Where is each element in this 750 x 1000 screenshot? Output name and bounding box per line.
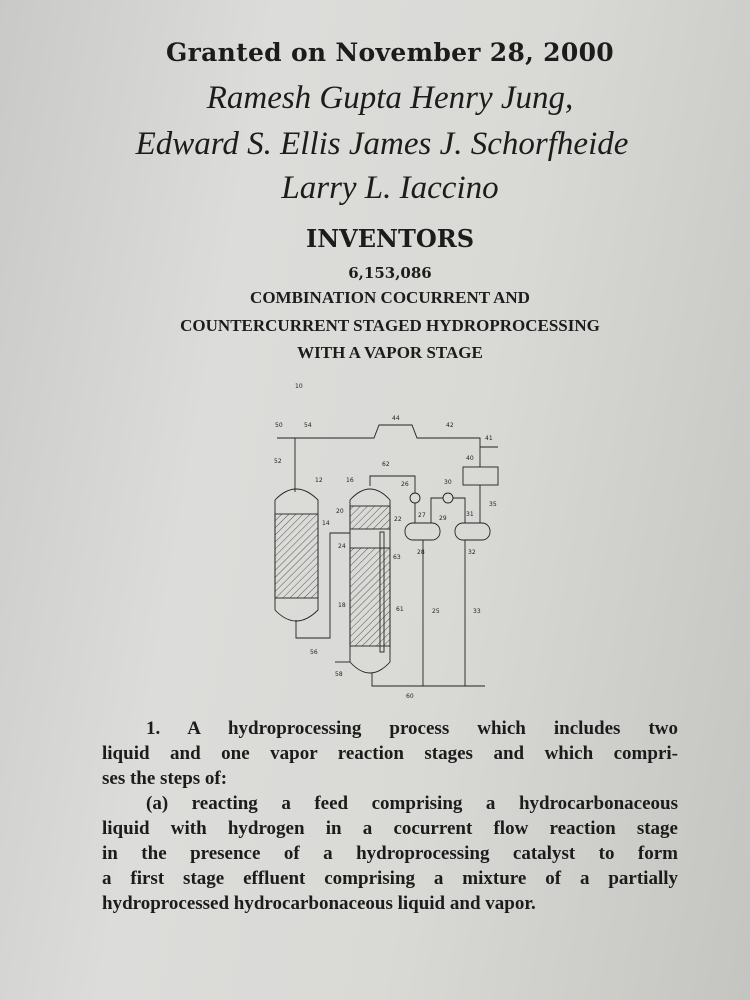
svg-text:54: 54 (304, 422, 312, 429)
svg-text:60: 60 (406, 693, 414, 700)
svg-text:18: 18 (338, 602, 346, 609)
svg-text:22: 22 (394, 516, 402, 523)
inventors-label: INVENTORS (305, 224, 475, 253)
claim-line: 1. A hydroprocessing process which includes two (146, 718, 678, 739)
svg-text:50: 50 (275, 422, 283, 429)
patent-title-line-2: COUNTERCURRENT STAGED HYDROPROCESSING (180, 316, 600, 335)
inventor-names-line-1: Ramesh Gupta Henry Jung, (206, 80, 574, 116)
catalyst-bed-14 (275, 514, 318, 598)
svg-text:14: 14 (322, 520, 330, 527)
svg-text:16: 16 (346, 477, 354, 484)
svg-text:32: 32 (468, 549, 476, 556)
svg-text:35: 35 (489, 501, 497, 508)
svg-text:31: 31 (466, 511, 474, 518)
svg-text:30: 30 (444, 479, 452, 486)
claim-line: a first stage effluent comprising a mixture of a partially (102, 868, 678, 889)
process-flow-diagram (260, 380, 520, 700)
claim-line: liquid and one vapor reaction stages and which compri- (102, 743, 678, 764)
svg-text:27: 27 (418, 512, 426, 519)
catalyst-bed-20 (350, 506, 390, 529)
claim-line: hydroprocessed hydrocarbonaceous liquid and vapor. (102, 893, 536, 914)
svg-text:58: 58 (335, 671, 343, 678)
patent-title-line-3: WITH A VAPOR STAGE (297, 343, 483, 362)
claim-line: in the presence of a hydroprocessing catalyst to form (102, 843, 678, 864)
patent-title-line-1: COMBINATION COCURRENT AND (250, 288, 530, 307)
svg-text:25: 25 (432, 608, 440, 615)
inventor-names-line-3: Larry L. Iaccino (281, 170, 499, 206)
claim-line: ses the steps of: (102, 768, 228, 789)
claim-text (102, 716, 678, 916)
svg-text:52: 52 (274, 458, 282, 465)
svg-text:62: 62 (382, 461, 390, 468)
heat-exchanger-30 (443, 493, 453, 503)
patent-number: 6,153,086 (348, 264, 432, 282)
svg-text:12: 12 (315, 477, 323, 484)
separator-drum-32 (455, 523, 490, 540)
svg-text:29: 29 (439, 515, 447, 522)
svg-text:63: 63 (393, 554, 401, 561)
inventor-names-line-2: Edward S. Ellis James J. Schorfheide (135, 126, 629, 162)
box-40 (463, 467, 498, 485)
svg-text:26: 26 (401, 481, 409, 488)
grant-date-heading: Granted on November 28, 2000 (166, 38, 614, 67)
svg-text:28: 28 (417, 549, 425, 556)
claim-line: (a) reacting a feed comprising a hydrocarbonaceous (146, 793, 678, 814)
svg-text:41: 41 (485, 435, 493, 442)
svg-text:40: 40 (466, 455, 474, 462)
separator-drum-28 (405, 523, 440, 540)
svg-text:24: 24 (338, 543, 346, 550)
svg-text:44: 44 (392, 415, 400, 422)
svg-text:61: 61 (396, 606, 404, 613)
svg-text:10: 10 (295, 383, 303, 390)
svg-text:56: 56 (310, 649, 318, 656)
claim-line: liquid with hydrogen in a cocurrent flow reaction stage (102, 818, 678, 839)
svg-text:20: 20 (336, 508, 344, 515)
svg-text:42: 42 (446, 422, 454, 429)
recycle-line (277, 425, 480, 467)
svg-text:33: 33 (473, 608, 481, 615)
heat-exchanger-26 (410, 493, 420, 503)
